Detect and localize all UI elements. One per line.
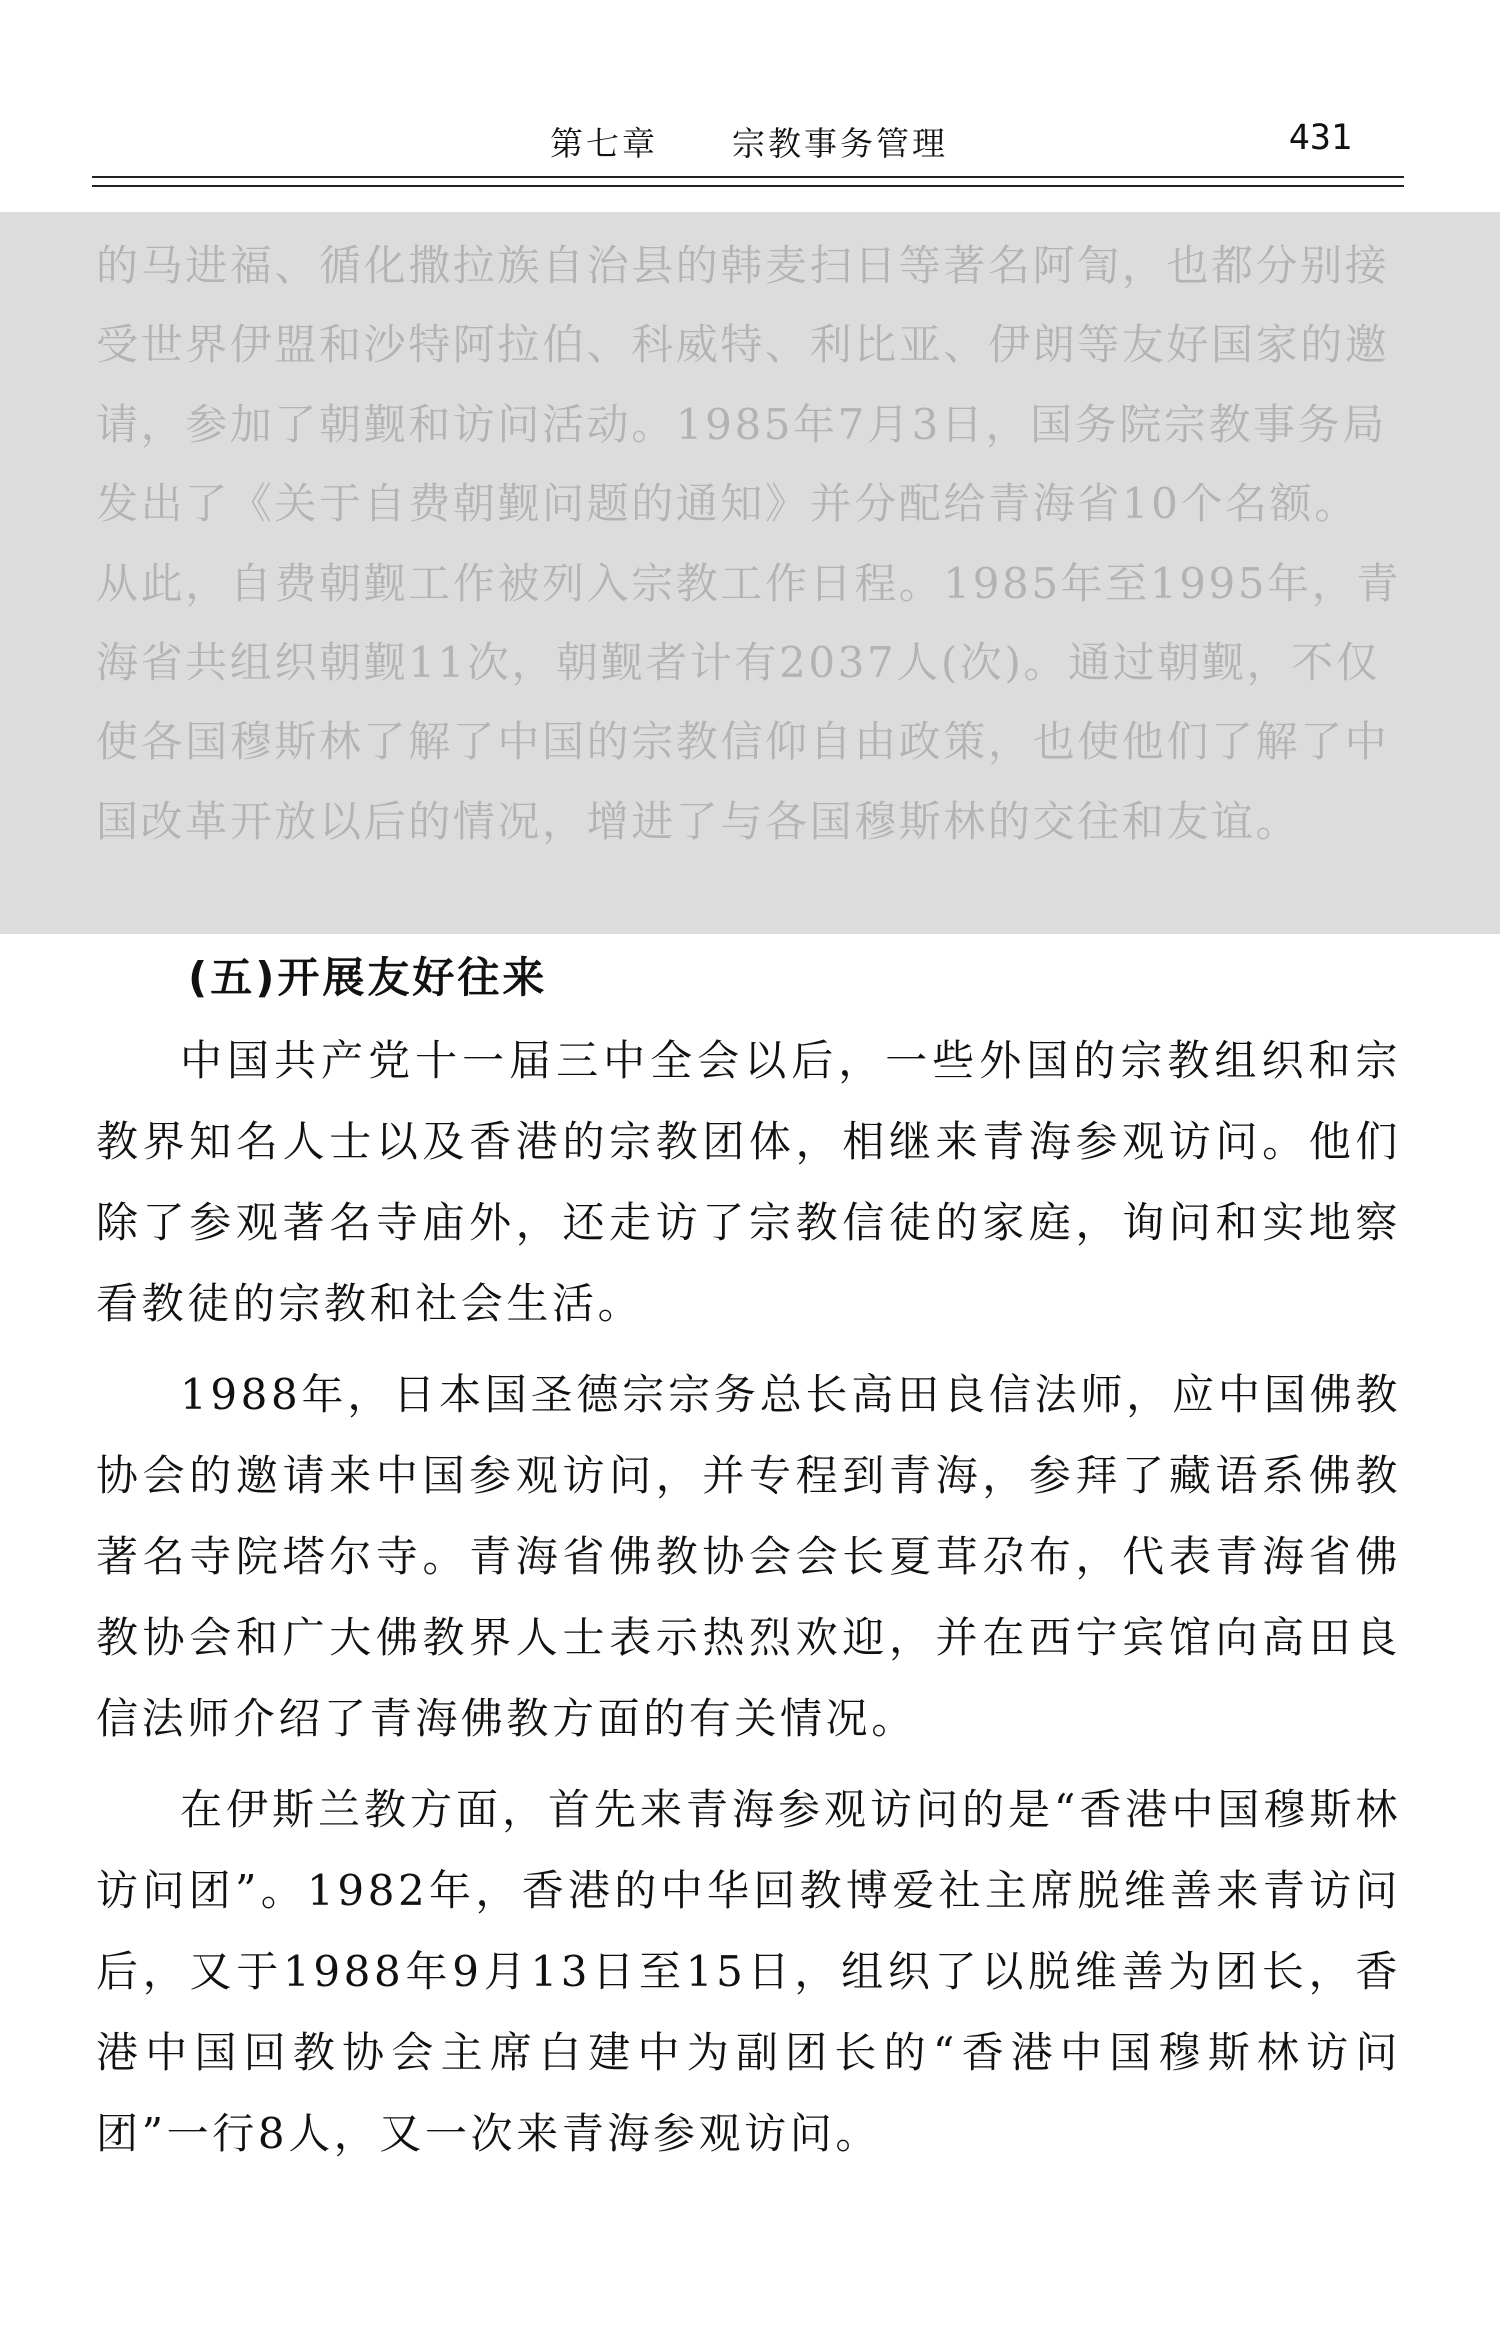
header-rule	[92, 176, 1404, 187]
header-chapter: 第七章	[550, 124, 658, 163]
paragraph: 中国共产党十一届三中全会以后，一些外国的宗教组织和宗教界知名人士以及香港的宗教团体，相继来青海参观访问。他们除了参观著名寺庙外，还走访了宗教信徒的家庭，询问和实地察看教徒的宗教和社会生活。	[96, 1036, 1401, 1328]
paragraph: 1988年，日本国圣德宗宗务总长高田良信法师，应中国佛教协会的邀请来中国参观访问，并专程到青海，参拜了藏语系佛教著名寺院塔尔寺。青海省佛教协会会长夏茸尕布，代表青海省佛教协会和广大佛教界人士表示热烈欢迎，并在西宁宾馆向高田良信法师介绍了青海佛教方面的有关情况。	[96, 1370, 1401, 1743]
paragraph: 在伊斯兰教方面，首先来青海参观访问的是“香港中国穆斯林访问团”。1982年，香港的中华回教博爱社主席脱维善来青访问后，又于1988年9月13日至15日，组织了以脱维善为团长，香港中国回教协会主席白建中为副团长的“香港中国穆斯林访问团”一行8人，又一次来青海参观访问。	[96, 1785, 1401, 2158]
highlighted-paragraph: 的马进福、循化撒拉族自治县的韩麦扫日等著名阿訇，也都分别接受世界伊盟和沙特阿拉伯、科威特、利比亚、伊朗等友好国家的邀请，参加了朝觐和访问活动。1985年7月3日，国务院宗教事务局发出了《关于自费朝觐问题的通知》并分配给青海省10个名额。从此，自费朝觐工作被列入宗教工作日程。1985年至1995年，青海省共组织朝觐11次，朝觐者计有2037人(次)。通过朝觐，不仅使各国穆斯林了解了中国的宗教信仰自由政策，也使他们了解了中国改革开放以后的情况，增进了与各国穆斯林的交往和友谊。	[96, 241, 1401, 846]
page-header	[92, 118, 1404, 178]
section-heading: (五)开展友好往来	[188, 953, 548, 1002]
header-section-title: 宗教事务管理	[732, 124, 948, 163]
body-text	[96, 1020, 1401, 2184]
page-number: 431	[1288, 118, 1352, 158]
